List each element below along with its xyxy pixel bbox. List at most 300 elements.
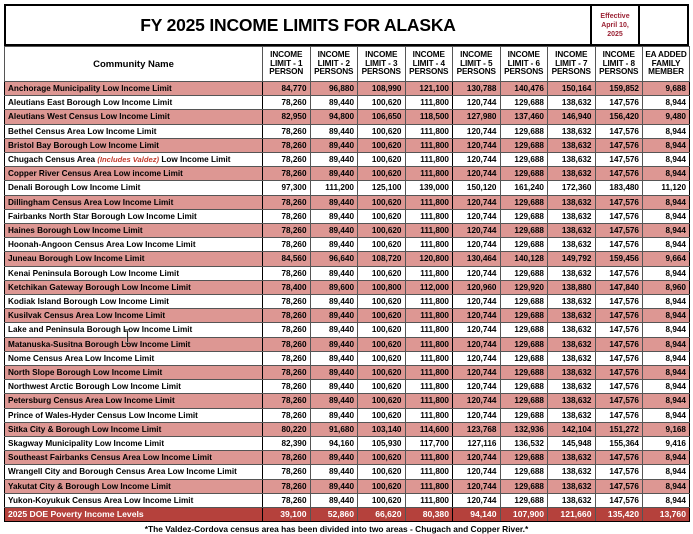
income-limit-cell[interactable]: 120,744 xyxy=(453,266,501,280)
income-limit-cell[interactable]: 147,576 xyxy=(595,366,643,380)
community-name-cell[interactable]: Anchorage Municipality Low Income Limit xyxy=(5,82,263,96)
income-limit-cell[interactable]: 138,632 xyxy=(548,309,596,323)
income-limit-cell[interactable]: 111,800 xyxy=(405,138,453,152)
income-limit-cell[interactable]: 147,576 xyxy=(595,138,643,152)
income-limit-cell[interactable]: 105,930 xyxy=(358,437,406,451)
income-limit-cell[interactable]: 111,800 xyxy=(405,266,453,280)
income-limit-cell[interactable]: 89,440 xyxy=(310,295,358,309)
income-limit-cell[interactable]: 9,168 xyxy=(643,422,690,436)
income-limit-cell[interactable]: 121,100 xyxy=(405,82,453,96)
table-row[interactable] xyxy=(5,110,690,124)
income-limit-cell[interactable]: 129,688 xyxy=(500,153,548,167)
income-limit-cell[interactable]: 78,260 xyxy=(263,465,311,479)
income-limit-cell[interactable]: 96,640 xyxy=(310,252,358,266)
community-name-cell[interactable]: Lake and Peninsula Borough Low Income Limit xyxy=(5,323,263,337)
table-row[interactable] xyxy=(5,181,690,195)
table-row[interactable] xyxy=(5,309,690,323)
income-limit-cell[interactable]: 9,664 xyxy=(643,252,690,266)
income-limit-cell[interactable]: 138,632 xyxy=(548,195,596,209)
table-row[interactable] xyxy=(5,493,690,507)
income-limit-cell[interactable]: 129,688 xyxy=(500,465,548,479)
income-limit-cell[interactable]: 89,440 xyxy=(310,309,358,323)
income-limit-cell[interactable]: 155,364 xyxy=(595,437,643,451)
income-limit-cell[interactable]: 100,620 xyxy=(358,394,406,408)
income-limit-cell[interactable]: 111,800 xyxy=(405,209,453,223)
income-limit-cell[interactable]: 9,416 xyxy=(643,437,690,451)
income-limit-cell[interactable]: 129,688 xyxy=(500,209,548,223)
income-limit-cell[interactable]: 138,632 xyxy=(548,167,596,181)
table-row[interactable] xyxy=(5,337,690,351)
income-limit-cell[interactable]: 78,260 xyxy=(263,493,311,507)
income-limit-cell[interactable]: 129,920 xyxy=(500,280,548,294)
income-limit-cell[interactable]: 120,744 xyxy=(453,380,501,394)
income-limit-cell[interactable]: 78,260 xyxy=(263,209,311,223)
income-limit-cell[interactable]: 8,944 xyxy=(643,380,690,394)
community-name-cell[interactable]: Skagway Municipality Low Income Limit xyxy=(5,437,263,451)
income-limit-cell[interactable]: 130,788 xyxy=(453,82,501,96)
income-limit-cell[interactable]: 125,100 xyxy=(358,181,406,195)
income-limit-cell[interactable]: 78,260 xyxy=(263,451,311,465)
income-limit-cell[interactable]: 147,576 xyxy=(595,323,643,337)
income-limit-cell[interactable]: 8,960 xyxy=(643,280,690,294)
income-limit-cell[interactable]: 89,440 xyxy=(310,124,358,138)
income-limit-cell[interactable]: 9,480 xyxy=(643,110,690,124)
income-limit-cell[interactable]: 129,688 xyxy=(500,224,548,238)
income-limit-cell[interactable]: 138,632 xyxy=(548,493,596,507)
income-limit-cell[interactable]: 89,440 xyxy=(310,380,358,394)
income-limit-cell[interactable]: 183,480 xyxy=(595,181,643,195)
income-limit-cell[interactable]: 111,800 xyxy=(405,96,453,110)
income-limit-cell[interactable]: 138,632 xyxy=(548,124,596,138)
income-limit-cell[interactable]: 91,680 xyxy=(310,422,358,436)
poverty-level-cell[interactable]: 107,900 xyxy=(500,508,548,522)
table-row[interactable] xyxy=(5,380,690,394)
income-limit-cell[interactable]: 82,390 xyxy=(263,437,311,451)
income-limit-cell[interactable]: 82,950 xyxy=(263,110,311,124)
community-name-cell[interactable]: Sitka City & Borough Low Income Limit xyxy=(5,422,263,436)
poverty-level-cell[interactable]: 66,620 xyxy=(358,508,406,522)
community-name-cell[interactable]: Matanuska-Susitna Borough Low Income Limit xyxy=(5,337,263,351)
community-name-cell[interactable]: Yukon-Koyukuk Census Area Low Income Limit xyxy=(5,493,263,507)
income-limit-cell[interactable]: 89,440 xyxy=(310,266,358,280)
income-limit-cell[interactable]: 89,440 xyxy=(310,394,358,408)
income-limit-cell[interactable]: 112,000 xyxy=(405,280,453,294)
income-limit-cell[interactable]: 78,260 xyxy=(263,124,311,138)
income-limit-cell[interactable]: 147,576 xyxy=(595,224,643,238)
income-limit-cell[interactable]: 120,800 xyxy=(405,252,453,266)
income-limit-cell[interactable]: 111,800 xyxy=(405,493,453,507)
income-limit-cell[interactable]: 96,880 xyxy=(310,82,358,96)
income-limit-cell[interactable]: 129,688 xyxy=(500,266,548,280)
income-limit-cell[interactable]: 100,620 xyxy=(358,493,406,507)
income-limit-cell[interactable]: 89,440 xyxy=(310,224,358,238)
income-limit-cell[interactable]: 147,576 xyxy=(595,295,643,309)
income-limit-cell[interactable]: 120,744 xyxy=(453,238,501,252)
income-limit-cell[interactable]: 89,440 xyxy=(310,96,358,110)
income-limit-cell[interactable]: 138,632 xyxy=(548,351,596,365)
income-limit-cell[interactable]: 172,360 xyxy=(548,181,596,195)
income-limit-cell[interactable]: 78,260 xyxy=(263,351,311,365)
income-limit-cell[interactable]: 108,990 xyxy=(358,82,406,96)
community-name-cell[interactable]: Copper River Census Area Low income Limit xyxy=(5,167,263,181)
table-row[interactable] xyxy=(5,323,690,337)
income-limit-cell[interactable]: 8,944 xyxy=(643,124,690,138)
income-limit-cell[interactable]: 140,128 xyxy=(500,252,548,266)
table-row[interactable] xyxy=(5,138,690,152)
income-limit-cell[interactable]: 120,744 xyxy=(453,167,501,181)
income-limit-cell[interactable]: 138,632 xyxy=(548,238,596,252)
income-limit-cell[interactable]: 84,770 xyxy=(263,82,311,96)
income-limit-cell[interactable]: 120,744 xyxy=(453,295,501,309)
community-name-cell[interactable]: Wrangell City and Borough Census Area Low Income Limit xyxy=(5,465,263,479)
income-limit-cell[interactable]: 100,620 xyxy=(358,295,406,309)
income-limit-cell[interactable]: 111,800 xyxy=(405,167,453,181)
income-limit-cell[interactable]: 137,460 xyxy=(500,110,548,124)
income-limit-cell[interactable]: 100,620 xyxy=(358,209,406,223)
income-limit-cell[interactable]: 111,800 xyxy=(405,295,453,309)
community-name-cell[interactable]: North Slope Borough Low Income Limit xyxy=(5,366,263,380)
income-limit-cell[interactable]: 8,944 xyxy=(643,138,690,152)
income-limit-cell[interactable]: 129,688 xyxy=(500,351,548,365)
income-limit-cell[interactable]: 111,800 xyxy=(405,408,453,422)
community-name-cell[interactable]: Aleutians East Borough Low Income Limit xyxy=(5,96,263,110)
income-limit-cell[interactable]: 147,576 xyxy=(595,209,643,223)
income-limit-cell[interactable]: 8,944 xyxy=(643,479,690,493)
table-row[interactable] xyxy=(5,266,690,280)
income-limit-cell[interactable]: 8,944 xyxy=(643,209,690,223)
community-name-cell[interactable]: Yakutat City & Borough Low Income Limit xyxy=(5,479,263,493)
income-limit-cell[interactable]: 120,960 xyxy=(453,280,501,294)
income-limit-cell[interactable]: 9,688 xyxy=(643,82,690,96)
table-row[interactable] xyxy=(5,209,690,223)
poverty-levels-label[interactable]: 2025 DOE Poverty Income Levels xyxy=(5,508,263,522)
income-limit-cell[interactable]: 150,120 xyxy=(453,181,501,195)
income-limit-cell[interactable]: 138,880 xyxy=(548,280,596,294)
income-limit-cell[interactable]: 78,260 xyxy=(263,380,311,394)
income-limit-cell[interactable]: 147,576 xyxy=(595,167,643,181)
community-name-cell[interactable]: Bethel Census Area Low Income Limit xyxy=(5,124,263,138)
income-limit-cell[interactable]: 78,260 xyxy=(263,266,311,280)
income-limit-cell[interactable]: 129,688 xyxy=(500,323,548,337)
income-limit-cell[interactable]: 129,688 xyxy=(500,337,548,351)
income-limit-cell[interactable]: 111,800 xyxy=(405,465,453,479)
income-limit-cell[interactable]: 100,620 xyxy=(358,465,406,479)
income-limit-cell[interactable]: 147,576 xyxy=(595,408,643,422)
poverty-level-cell[interactable]: 52,860 xyxy=(310,508,358,522)
income-limit-cell[interactable]: 111,800 xyxy=(405,124,453,138)
income-limit-cell[interactable]: 138,632 xyxy=(548,138,596,152)
income-limit-cell[interactable]: 138,632 xyxy=(548,153,596,167)
income-limit-cell[interactable]: 138,632 xyxy=(548,224,596,238)
table-row[interactable] xyxy=(5,408,690,422)
income-limit-cell[interactable]: 129,688 xyxy=(500,309,548,323)
income-limit-cell[interactable]: 8,944 xyxy=(643,323,690,337)
table-row[interactable] xyxy=(5,238,690,252)
income-limit-cell[interactable]: 129,688 xyxy=(500,295,548,309)
income-limit-cell[interactable]: 100,620 xyxy=(358,138,406,152)
income-limit-cell[interactable]: 78,260 xyxy=(263,138,311,152)
income-limit-cell[interactable]: 111,800 xyxy=(405,366,453,380)
income-limit-cell[interactable]: 111,800 xyxy=(405,394,453,408)
income-limit-cell[interactable]: 100,620 xyxy=(358,238,406,252)
community-name-cell[interactable]: Fairbanks North Star Borough Low Income Limit xyxy=(5,209,263,223)
income-limit-cell[interactable]: 100,620 xyxy=(358,337,406,351)
income-limit-cell[interactable]: 89,440 xyxy=(310,351,358,365)
income-limit-cell[interactable]: 147,576 xyxy=(595,153,643,167)
income-limit-cell[interactable]: 129,688 xyxy=(500,96,548,110)
income-limit-cell[interactable]: 146,940 xyxy=(548,110,596,124)
income-limit-cell[interactable]: 111,200 xyxy=(310,181,358,195)
community-name-cell[interactable]: Kusilvak Census Area Low Income Limit xyxy=(5,309,263,323)
community-name-cell[interactable]: Haines Borough Low Income Limit xyxy=(5,224,263,238)
income-limit-cell[interactable]: 89,440 xyxy=(310,479,358,493)
income-limit-cell[interactable]: 78,260 xyxy=(263,408,311,422)
income-limit-cell[interactable]: 8,944 xyxy=(643,394,690,408)
income-limit-cell[interactable]: 89,440 xyxy=(310,238,358,252)
income-limit-cell[interactable]: 111,800 xyxy=(405,323,453,337)
income-limit-cell[interactable]: 8,944 xyxy=(643,238,690,252)
income-limit-cell[interactable]: 138,632 xyxy=(548,451,596,465)
table-row[interactable] xyxy=(5,224,690,238)
table-row[interactable] xyxy=(5,451,690,465)
income-limit-cell[interactable]: 147,576 xyxy=(595,394,643,408)
income-limit-cell[interactable]: 147,576 xyxy=(595,465,643,479)
poverty-level-cell[interactable]: 80,380 xyxy=(405,508,453,522)
income-limit-cell[interactable]: 138,632 xyxy=(548,394,596,408)
income-limit-cell[interactable]: 8,944 xyxy=(643,465,690,479)
income-limit-cell[interactable]: 89,440 xyxy=(310,209,358,223)
income-limit-cell[interactable]: 100,620 xyxy=(358,124,406,138)
income-limit-cell[interactable]: 129,688 xyxy=(500,238,548,252)
income-limit-cell[interactable]: 111,800 xyxy=(405,238,453,252)
table-row[interactable] xyxy=(5,280,690,294)
income-limit-cell[interactable]: 89,440 xyxy=(310,408,358,422)
income-limit-cell[interactable]: 78,260 xyxy=(263,366,311,380)
table-row[interactable] xyxy=(5,252,690,266)
income-limit-cell[interactable]: 8,944 xyxy=(643,309,690,323)
income-limit-cell[interactable]: 120,744 xyxy=(453,351,501,365)
income-limit-cell[interactable]: 111,800 xyxy=(405,337,453,351)
income-limit-cell[interactable]: 147,576 xyxy=(595,238,643,252)
poverty-level-cell[interactable]: 121,660 xyxy=(548,508,596,522)
income-limit-cell[interactable]: 138,632 xyxy=(548,465,596,479)
income-limit-cell[interactable]: 89,440 xyxy=(310,366,358,380)
community-name-cell[interactable]: Kodiak Island Borough Low Income Limit xyxy=(5,295,263,309)
table-row[interactable] xyxy=(5,366,690,380)
income-limit-cell[interactable]: 151,272 xyxy=(595,422,643,436)
income-limit-cell[interactable]: 120,744 xyxy=(453,153,501,167)
income-limit-cell[interactable]: 8,944 xyxy=(643,295,690,309)
income-limit-cell[interactable]: 129,688 xyxy=(500,195,548,209)
table-row[interactable] xyxy=(5,351,690,365)
income-limit-cell[interactable]: 100,620 xyxy=(358,195,406,209)
income-limit-cell[interactable]: 8,944 xyxy=(643,351,690,365)
table-row[interactable] xyxy=(5,437,690,451)
table-row[interactable] xyxy=(5,96,690,110)
income-limit-cell[interactable]: 111,800 xyxy=(405,351,453,365)
income-limit-cell[interactable]: 161,240 xyxy=(500,181,548,195)
community-name-cell[interactable]: Aleutians West Census Low Income Limit xyxy=(5,110,263,124)
poverty-level-cell[interactable]: 94,140 xyxy=(453,508,501,522)
income-limit-cell[interactable]: 8,944 xyxy=(643,408,690,422)
income-limit-cell[interactable]: 120,744 xyxy=(453,408,501,422)
poverty-levels-row[interactable] xyxy=(5,508,690,522)
income-limit-cell[interactable]: 111,800 xyxy=(405,195,453,209)
table-row[interactable] xyxy=(5,422,690,436)
community-name-cell[interactable]: Dillingham Census Area Low Income Limit xyxy=(5,195,263,209)
income-limit-cell[interactable]: 100,620 xyxy=(358,266,406,280)
income-limit-cell[interactable]: 138,632 xyxy=(548,380,596,394)
income-limit-cell[interactable]: 120,744 xyxy=(453,209,501,223)
income-limit-cell[interactable]: 139,000 xyxy=(405,181,453,195)
income-limit-cell[interactable]: 120,744 xyxy=(453,465,501,479)
poverty-level-cell[interactable]: 135,420 xyxy=(595,508,643,522)
income-limit-cell[interactable]: 89,440 xyxy=(310,153,358,167)
income-limit-cell[interactable]: 156,420 xyxy=(595,110,643,124)
table-row[interactable] xyxy=(5,195,690,209)
income-limit-cell[interactable]: 138,632 xyxy=(548,323,596,337)
income-limit-cell[interactable]: 159,456 xyxy=(595,252,643,266)
income-limit-cell[interactable]: 147,576 xyxy=(595,124,643,138)
income-limit-cell[interactable]: 147,576 xyxy=(595,351,643,365)
table-row[interactable] xyxy=(5,479,690,493)
income-limit-cell[interactable]: 117,700 xyxy=(405,437,453,451)
income-limit-cell[interactable]: 118,500 xyxy=(405,110,453,124)
income-limit-cell[interactable]: 97,300 xyxy=(263,181,311,195)
income-limit-cell[interactable]: 129,688 xyxy=(500,380,548,394)
income-limit-cell[interactable]: 8,944 xyxy=(643,337,690,351)
income-limit-cell[interactable]: 129,688 xyxy=(500,479,548,493)
income-limit-cell[interactable]: 120,744 xyxy=(453,96,501,110)
income-limit-cell[interactable]: 129,688 xyxy=(500,138,548,152)
income-limit-cell[interactable]: 129,688 xyxy=(500,394,548,408)
income-limit-cell[interactable]: 100,620 xyxy=(358,167,406,181)
income-limit-cell[interactable]: 149,792 xyxy=(548,252,596,266)
income-limit-cell[interactable]: 89,440 xyxy=(310,451,358,465)
income-limit-cell[interactable]: 114,600 xyxy=(405,422,453,436)
income-limit-cell[interactable]: 127,980 xyxy=(453,110,501,124)
income-limit-cell[interactable]: 89,440 xyxy=(310,465,358,479)
income-limit-cell[interactable]: 138,632 xyxy=(548,266,596,280)
income-limit-cell[interactable]: 120,744 xyxy=(453,323,501,337)
income-limit-cell[interactable]: 138,632 xyxy=(548,209,596,223)
income-limit-cell[interactable]: 78,260 xyxy=(263,153,311,167)
income-limit-cell[interactable]: 78,260 xyxy=(263,96,311,110)
income-limit-cell[interactable]: 129,688 xyxy=(500,167,548,181)
income-limit-cell[interactable]: 111,800 xyxy=(405,451,453,465)
income-limit-cell[interactable]: 120,744 xyxy=(453,138,501,152)
income-limit-cell[interactable]: 111,800 xyxy=(405,479,453,493)
income-limit-cell[interactable]: 8,944 xyxy=(643,493,690,507)
income-limit-cell[interactable]: 8,944 xyxy=(643,451,690,465)
income-limit-cell[interactable]: 100,620 xyxy=(358,408,406,422)
income-limit-cell[interactable]: 120,744 xyxy=(453,394,501,408)
income-limit-cell[interactable]: 94,160 xyxy=(310,437,358,451)
income-limit-cell[interactable]: 8,944 xyxy=(643,266,690,280)
income-limit-cell[interactable]: 147,576 xyxy=(595,266,643,280)
income-limit-cell[interactable]: 147,576 xyxy=(595,479,643,493)
community-name-cell[interactable] xyxy=(5,153,263,167)
income-limit-cell[interactable]: 120,744 xyxy=(453,224,501,238)
table-row[interactable] xyxy=(5,295,690,309)
table-row[interactable] xyxy=(5,124,690,138)
income-limit-cell[interactable]: 150,164 xyxy=(548,82,596,96)
income-limit-cell[interactable]: 8,944 xyxy=(643,96,690,110)
table-row[interactable] xyxy=(5,167,690,181)
income-limit-cell[interactable]: 100,620 xyxy=(358,380,406,394)
income-limit-cell[interactable]: 142,104 xyxy=(548,422,596,436)
income-limit-cell[interactable]: 100,620 xyxy=(358,451,406,465)
income-limit-cell[interactable]: 8,944 xyxy=(643,224,690,238)
income-limit-cell[interactable]: 140,476 xyxy=(500,82,548,96)
income-limit-cell[interactable]: 159,852 xyxy=(595,82,643,96)
income-limit-cell[interactable]: 78,260 xyxy=(263,323,311,337)
income-limit-cell[interactable]: 78,260 xyxy=(263,394,311,408)
income-limit-cell[interactable]: 138,632 xyxy=(548,295,596,309)
income-limit-cell[interactable]: 84,560 xyxy=(263,252,311,266)
income-limit-cell[interactable]: 147,840 xyxy=(595,280,643,294)
income-limit-cell[interactable]: 89,440 xyxy=(310,138,358,152)
income-limit-cell[interactable]: 89,440 xyxy=(310,337,358,351)
income-limit-cell[interactable]: 8,944 xyxy=(643,195,690,209)
income-limit-cell[interactable]: 108,720 xyxy=(358,252,406,266)
income-limit-cell[interactable]: 89,440 xyxy=(310,323,358,337)
income-limit-cell[interactable]: 100,620 xyxy=(358,323,406,337)
income-limit-cell[interactable]: 147,576 xyxy=(595,96,643,110)
community-name-cell[interactable]: Prince of Wales-Hyder Census Low Income Limit xyxy=(5,408,263,422)
income-limit-cell[interactable]: 147,576 xyxy=(595,309,643,323)
income-limit-cell[interactable]: 138,632 xyxy=(548,408,596,422)
community-name-cell[interactable]: Denali Borough Low Income Limit xyxy=(5,181,263,195)
poverty-level-cell[interactable]: 39,100 xyxy=(263,508,311,522)
income-limit-cell[interactable]: 100,620 xyxy=(358,153,406,167)
income-limit-cell[interactable]: 100,620 xyxy=(358,309,406,323)
income-limit-cell[interactable]: 129,688 xyxy=(500,366,548,380)
income-limit-cell[interactable]: 147,576 xyxy=(595,380,643,394)
income-limit-cell[interactable]: 132,936 xyxy=(500,422,548,436)
income-limit-cell[interactable]: 147,576 xyxy=(595,337,643,351)
income-limit-cell[interactable]: 120,744 xyxy=(453,479,501,493)
income-limit-cell[interactable]: 78,260 xyxy=(263,195,311,209)
income-limit-cell[interactable]: 8,944 xyxy=(643,167,690,181)
table-row[interactable] xyxy=(5,82,690,96)
income-limit-cell[interactable]: 80,220 xyxy=(263,422,311,436)
community-name-cell[interactable]: Hoonah-Angoon Census Area Low Income Limit xyxy=(5,238,263,252)
income-limit-cell[interactable]: 100,620 xyxy=(358,366,406,380)
table-row[interactable] xyxy=(5,394,690,408)
income-limit-cell[interactable]: 100,620 xyxy=(358,351,406,365)
income-limit-cell[interactable]: 129,688 xyxy=(500,124,548,138)
income-limit-cell[interactable]: 120,744 xyxy=(453,451,501,465)
income-limit-cell[interactable]: 78,260 xyxy=(263,337,311,351)
poverty-level-cell[interactable]: 13,760 xyxy=(643,508,690,522)
income-limit-cell[interactable]: 111,800 xyxy=(405,309,453,323)
community-name-cell[interactable]: Northwest Arctic Borough Low Income Limit xyxy=(5,380,263,394)
income-limit-cell[interactable]: 147,576 xyxy=(595,195,643,209)
income-limit-cell[interactable]: 78,260 xyxy=(263,167,311,181)
income-limit-cell[interactable]: 100,620 xyxy=(358,479,406,493)
income-limit-cell[interactable]: 120,744 xyxy=(453,366,501,380)
income-limit-cell[interactable]: 100,800 xyxy=(358,280,406,294)
table-row[interactable] xyxy=(5,465,690,479)
income-limit-cell[interactable]: 111,800 xyxy=(405,153,453,167)
income-limit-cell[interactable]: 120,744 xyxy=(453,493,501,507)
income-limit-cell[interactable]: 8,944 xyxy=(643,153,690,167)
income-limit-cell[interactable]: 78,260 xyxy=(263,309,311,323)
income-limit-cell[interactable]: 11,120 xyxy=(643,181,690,195)
income-limit-cell[interactable]: 138,632 xyxy=(548,96,596,110)
community-name-cell[interactable]: Southeast Fairbanks Census Area Low Income Limit xyxy=(5,451,263,465)
